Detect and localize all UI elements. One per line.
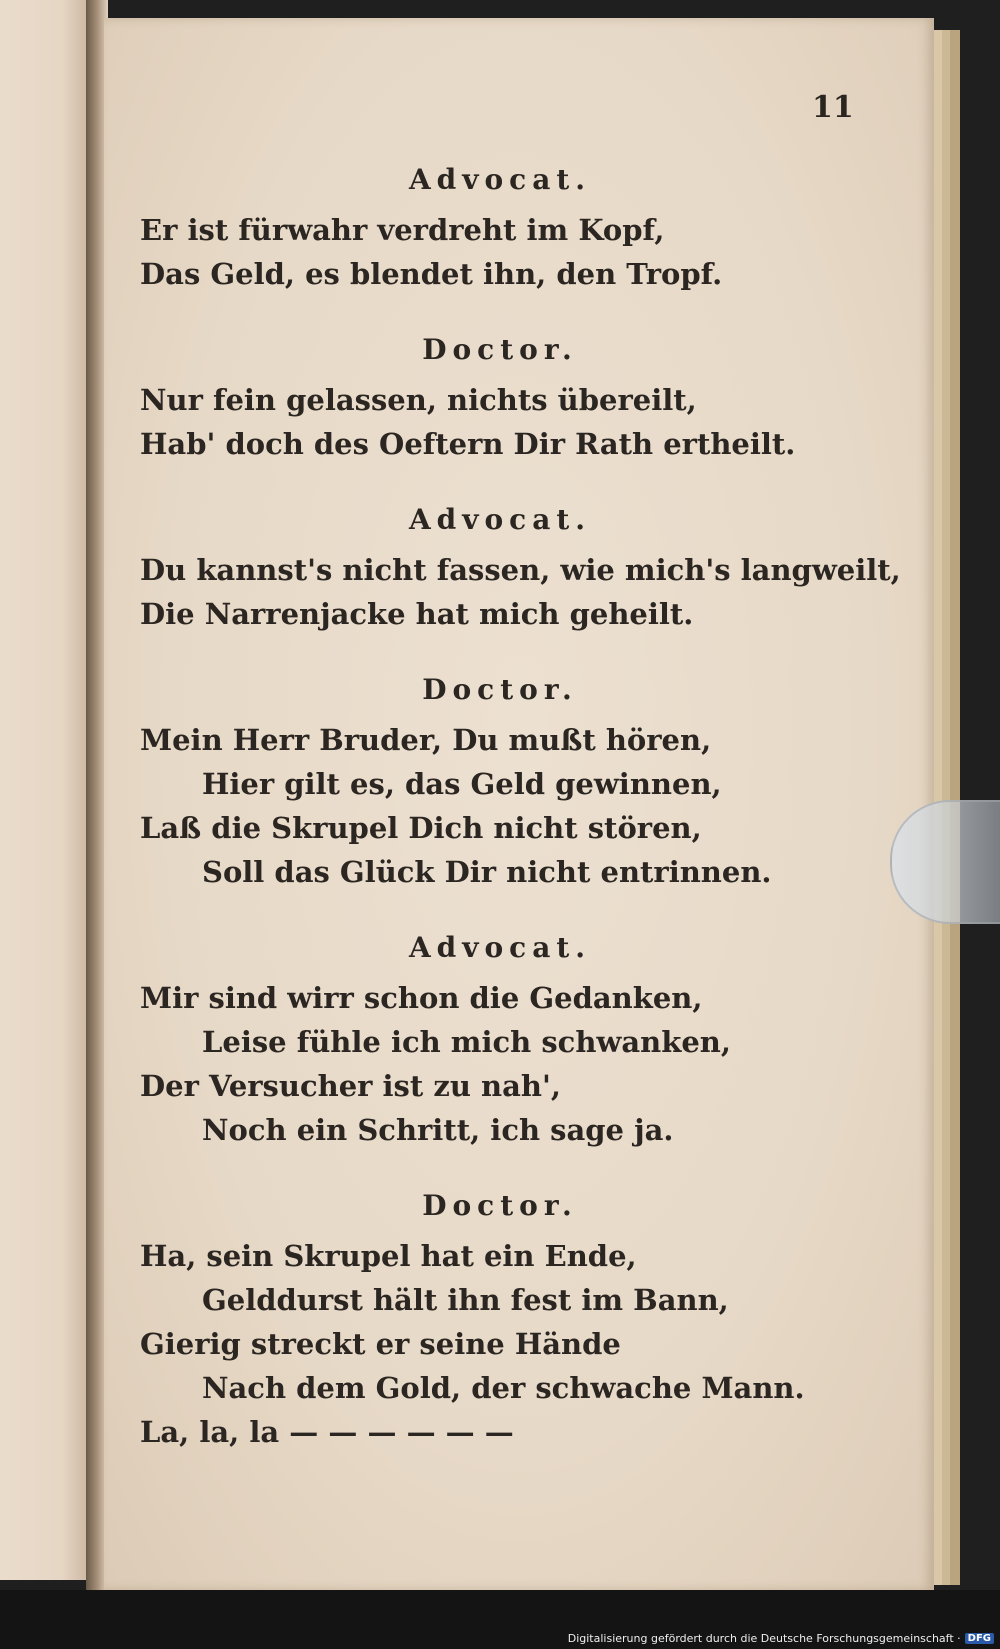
verse-line: Gierig streckt er seine Hände <box>140 1327 621 1361</box>
verse-line: Laß die Skrupel Dich nicht stören, <box>140 811 702 845</box>
verse-line: Du kannst's nicht fassen, wie mich's langweilt, <box>140 553 901 587</box>
speaker-heading: Advocat. <box>408 163 592 196</box>
verse-line: Hier gilt es, das Geld gewinnen, <box>202 767 722 801</box>
page-number: 11 <box>812 90 854 125</box>
verse-line: Nur fein gelassen, nichts übereilt, <box>140 383 697 417</box>
verse-line: Gelddurst hält ihn fest im Bann, <box>202 1283 729 1317</box>
libretto-text <box>140 160 901 1454</box>
speaker-heading: Doctor. <box>422 333 578 366</box>
page-clip <box>890 800 1000 924</box>
verse-line: Ha, sein Skrupel hat ein Ende, <box>140 1239 637 1273</box>
verse-line: Leise fühle ich mich schwanken, <box>202 1025 731 1059</box>
left-page-edge <box>0 0 88 1580</box>
verse-line: Nach dem Gold, der schwache Mann. <box>202 1371 805 1405</box>
verse-line: Mir sind wirr schon die Gedanken, <box>140 981 703 1015</box>
speaker-heading: Advocat. <box>408 931 592 964</box>
verse-line: Das Geld, es blendet ihn, den Tropf. <box>140 257 723 291</box>
verse-line: La, la, la — — — — — — <box>140 1415 514 1449</box>
verse-line: Soll das Glück Dir nicht entrinnen. <box>202 855 772 889</box>
speaker-heading: Doctor. <box>422 673 578 706</box>
speaker-heading: Doctor. <box>422 1189 578 1222</box>
dfg-logo: DFG <box>965 1633 994 1644</box>
verse-line: Er ist fürwahr verdreht im Kopf, <box>140 213 665 247</box>
verse-line: Die Narrenjacke hat mich geheilt. <box>140 597 694 631</box>
verse-line: Mein Herr Bruder, Du mußt hören, <box>140 723 712 757</box>
speaker-heading: Advocat. <box>408 503 592 536</box>
verse-line: Der Versucher ist zu nah', <box>140 1069 561 1103</box>
verse-line: Hab' doch des Oeftern Dir Rath ertheilt. <box>140 427 796 461</box>
footer-credit <box>568 1632 994 1645</box>
verse-line: Noch ein Schritt, ich sage ja. <box>202 1113 674 1147</box>
footer-credit-text: Digitalisierung gefördert durch die Deutsche Forschungsgemeinschaft · <box>567 1632 961 1645</box>
